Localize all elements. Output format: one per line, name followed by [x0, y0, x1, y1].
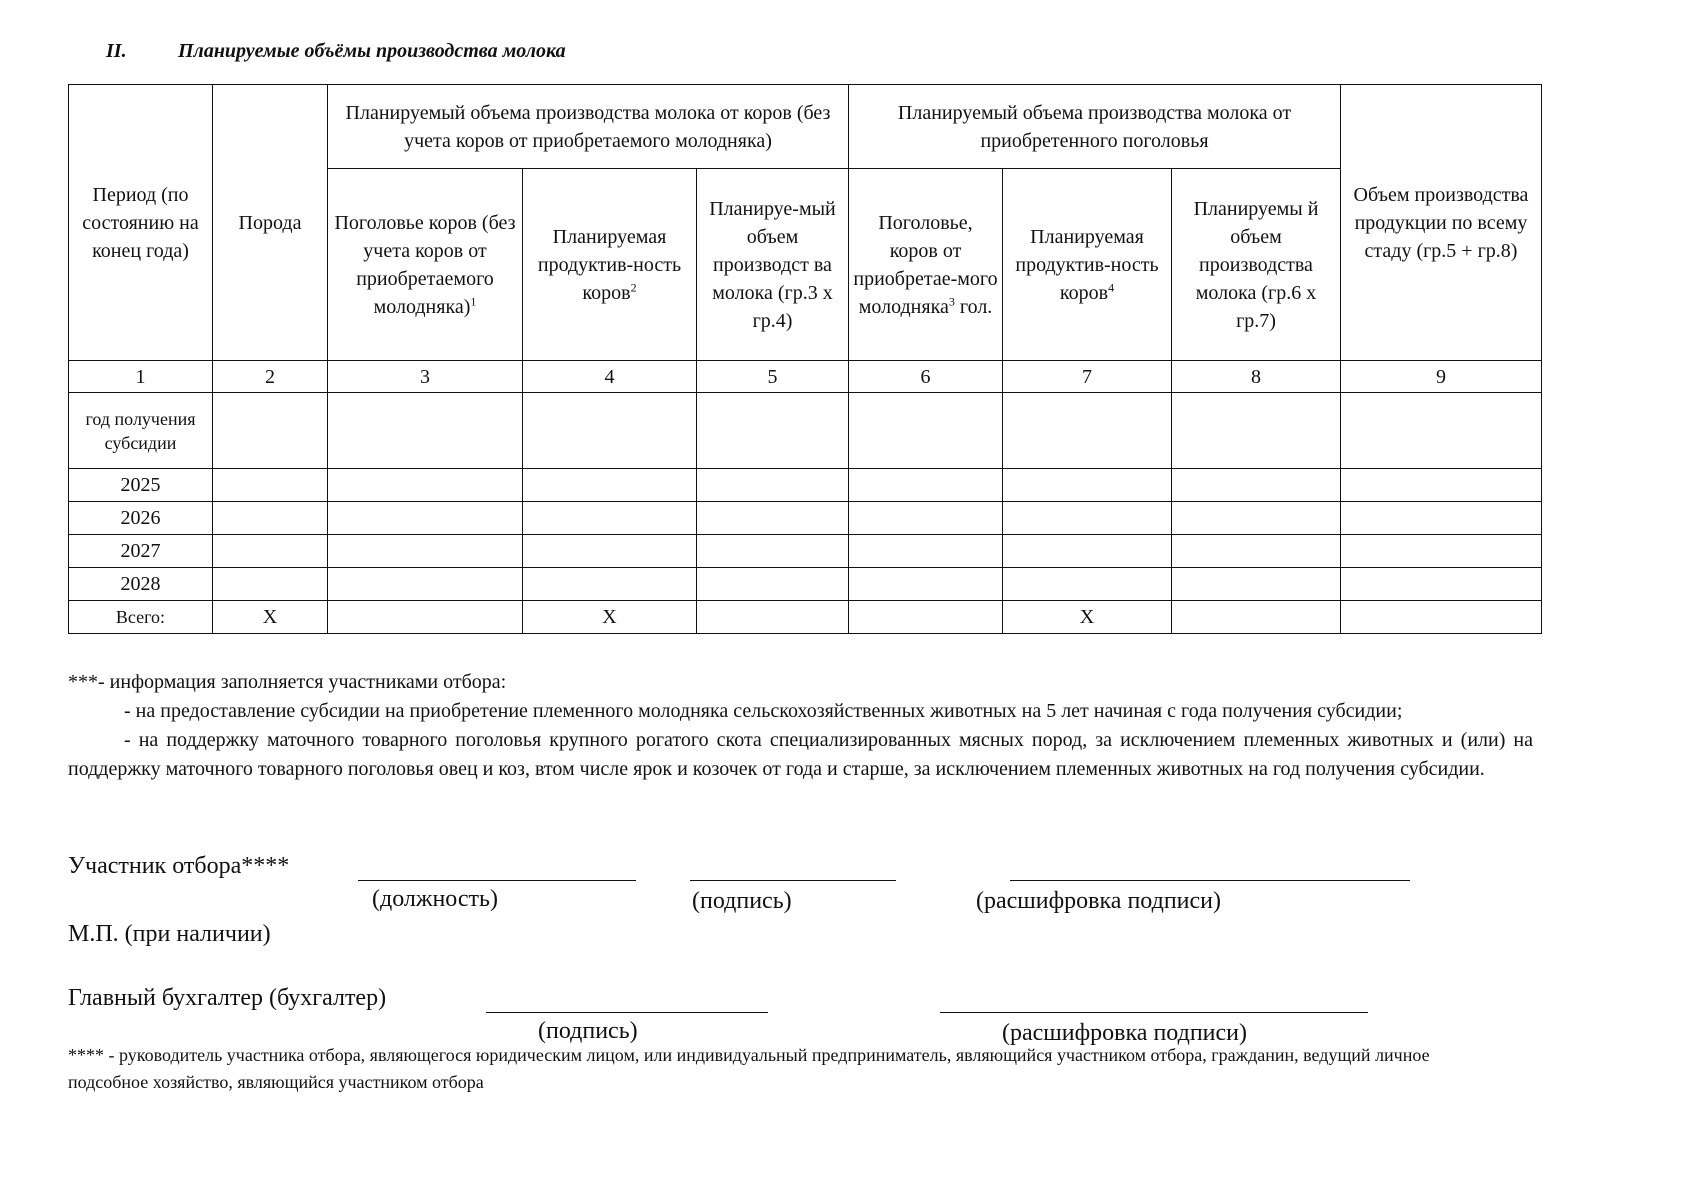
table-cell[interactable]	[213, 469, 328, 502]
table-cell[interactable]	[697, 502, 849, 535]
notes-block	[68, 668, 1533, 784]
caption-signature: (подпись)	[692, 888, 792, 914]
table-cell[interactable]	[1172, 601, 1341, 634]
col-number: 4	[523, 361, 697, 393]
caption-position: (должность)	[372, 886, 498, 912]
accountant-decode-line[interactable]	[940, 1012, 1368, 1013]
notes-item-2: - на поддержку маточного товарного поголовья крупного рогатого скота специализированных мясных пород, за исключением племенных животных и (или) на поддержку маточного товарного поголовья овец и коз, втом числе ярок и козочек от года и старше, за исключением племенных животных на год получения субсидии.	[68, 729, 1533, 780]
participant-label: Участник отбора****	[68, 853, 290, 879]
header-group-own: Планируемый объема производства молока от коров (без учета коров от приобретаемого молодняка)	[328, 85, 849, 169]
header-group-acquired: Планируемый объема производства молока от приобретенного поголовья	[849, 85, 1341, 169]
accountant-label: Главный бухгалтер (бухгалтер)	[68, 985, 387, 1011]
header-col3: Поголовье коров (без учета коров от приобретаемого молодняка)$^1$	[328, 169, 523, 361]
table-cell[interactable]	[328, 502, 523, 535]
table-cell[interactable]	[697, 469, 849, 502]
table-cell[interactable]	[328, 601, 523, 634]
section-title: Планируемые объёмы производства молока	[178, 40, 566, 62]
col-number: 2	[213, 361, 328, 393]
table-row	[69, 502, 1542, 535]
col-number: 5	[697, 361, 849, 393]
table-cell[interactable]	[1003, 568, 1172, 601]
x-mark: Х	[213, 601, 328, 634]
table-cell[interactable]	[1003, 502, 1172, 535]
table-cell[interactable]	[328, 535, 523, 568]
col-number: 1	[69, 361, 213, 393]
table-cell[interactable]	[1172, 393, 1341, 469]
table-cell[interactable]	[523, 502, 697, 535]
caption-decode-2: (расшифровка подписи)	[1002, 1020, 1247, 1046]
table-cell[interactable]	[849, 568, 1003, 601]
table-cell[interactable]	[523, 393, 697, 469]
caption-decode: (расшифровка подписи)	[976, 888, 1221, 914]
notes-intro: ***- информация заполняется участниками отбора:	[68, 671, 507, 693]
table-cell[interactable]	[328, 469, 523, 502]
table-cell[interactable]	[523, 535, 697, 568]
table-cell[interactable]	[328, 393, 523, 469]
row-period: 2025	[69, 469, 213, 502]
table-cell[interactable]	[523, 568, 697, 601]
col-number: 6	[849, 361, 1003, 393]
col-number: 7	[1003, 361, 1172, 393]
row-period: 2027	[69, 535, 213, 568]
table-row	[69, 568, 1542, 601]
header-col8: Планируемы й объем производства молока (гр.6 х гр.7)	[1172, 169, 1341, 361]
table-cell[interactable]	[697, 393, 849, 469]
x-mark: Х	[1003, 601, 1172, 634]
table-cell[interactable]	[213, 568, 328, 601]
row-period: год получения субсидии	[69, 393, 213, 469]
decode-line[interactable]	[1010, 880, 1410, 881]
table-cell[interactable]	[1341, 469, 1542, 502]
section-heading	[106, 40, 566, 63]
table-cell[interactable]	[1003, 535, 1172, 568]
notes-item-1: - на предоставление субсидии на приобретение племенного молодняка сельскохозяйственных животных на 5 лет начиная с года получения субсидии;	[124, 700, 1403, 722]
table-row	[69, 393, 1542, 469]
total-label: Всего:	[69, 601, 213, 634]
table-cell[interactable]	[849, 469, 1003, 502]
x-mark: Х	[523, 601, 697, 634]
position-line[interactable]	[358, 880, 636, 881]
seal-label: М.П. (при наличии)	[68, 921, 271, 947]
table-cell[interactable]	[213, 502, 328, 535]
header-breed: Порода	[213, 85, 328, 361]
col-number: 8	[1172, 361, 1341, 393]
table-cell[interactable]	[849, 393, 1003, 469]
table-cell[interactable]	[1341, 601, 1542, 634]
table-cell[interactable]	[328, 568, 523, 601]
table-cell[interactable]	[849, 535, 1003, 568]
header-total-volume: Объем производства продукции по всему стаду (гр.5 + гр.8)	[1341, 85, 1542, 361]
footnote: **** - руководитель участника отбора, являющегося юридическим лицом, или индивидуальный предприниматель, являющийся участником отбора, гражданин, ведущий личное подсобное хозяйство, являющийся участником отбора	[68, 1045, 1430, 1092]
row-period: 2026	[69, 502, 213, 535]
table-row	[69, 469, 1542, 502]
table-cell[interactable]	[697, 535, 849, 568]
header-col7: Планируемая продуктив-ность коров$^4$	[1003, 169, 1172, 361]
table-cell[interactable]	[697, 568, 849, 601]
signature-line[interactable]	[690, 880, 896, 881]
table-cell[interactable]	[1003, 469, 1172, 502]
table-cell[interactable]	[1172, 469, 1341, 502]
table-cell[interactable]	[1172, 502, 1341, 535]
milk-production-table	[68, 84, 1542, 634]
table-cell[interactable]	[523, 469, 697, 502]
section-number: II.	[106, 40, 127, 62]
table-cell[interactable]	[849, 502, 1003, 535]
total-row	[69, 601, 1542, 634]
header-col5: Планируе-мый объем производст ва молока (гр.3 х гр.4)	[697, 169, 849, 361]
table-row	[69, 535, 1542, 568]
table-cell[interactable]	[1341, 502, 1542, 535]
table-cell[interactable]	[213, 393, 328, 469]
accountant-signature-line[interactable]	[486, 1012, 768, 1013]
table-cell[interactable]	[1341, 568, 1542, 601]
row-period: 2028	[69, 568, 213, 601]
column-number-row	[69, 361, 1542, 393]
table-cell[interactable]	[1341, 535, 1542, 568]
table-cell[interactable]	[1341, 393, 1542, 469]
caption-signature-2: (подпись)	[538, 1018, 638, 1044]
table-cell[interactable]	[697, 601, 849, 634]
col-number: 3	[328, 361, 523, 393]
table-cell[interactable]	[1172, 568, 1341, 601]
header-col4: Планируемая продуктив-ность коров$^2$	[523, 169, 697, 361]
table-cell[interactable]	[1172, 535, 1341, 568]
table-cell[interactable]	[849, 601, 1003, 634]
table-cell[interactable]	[1003, 393, 1172, 469]
header-col6: Поголовье, коров от приобретае-мого молодняка$^3$ гол.	[849, 169, 1003, 361]
header-period: Период (по состоянию на конец года)	[69, 85, 213, 361]
col-number: 9	[1341, 361, 1542, 393]
table-cell[interactable]	[213, 535, 328, 568]
